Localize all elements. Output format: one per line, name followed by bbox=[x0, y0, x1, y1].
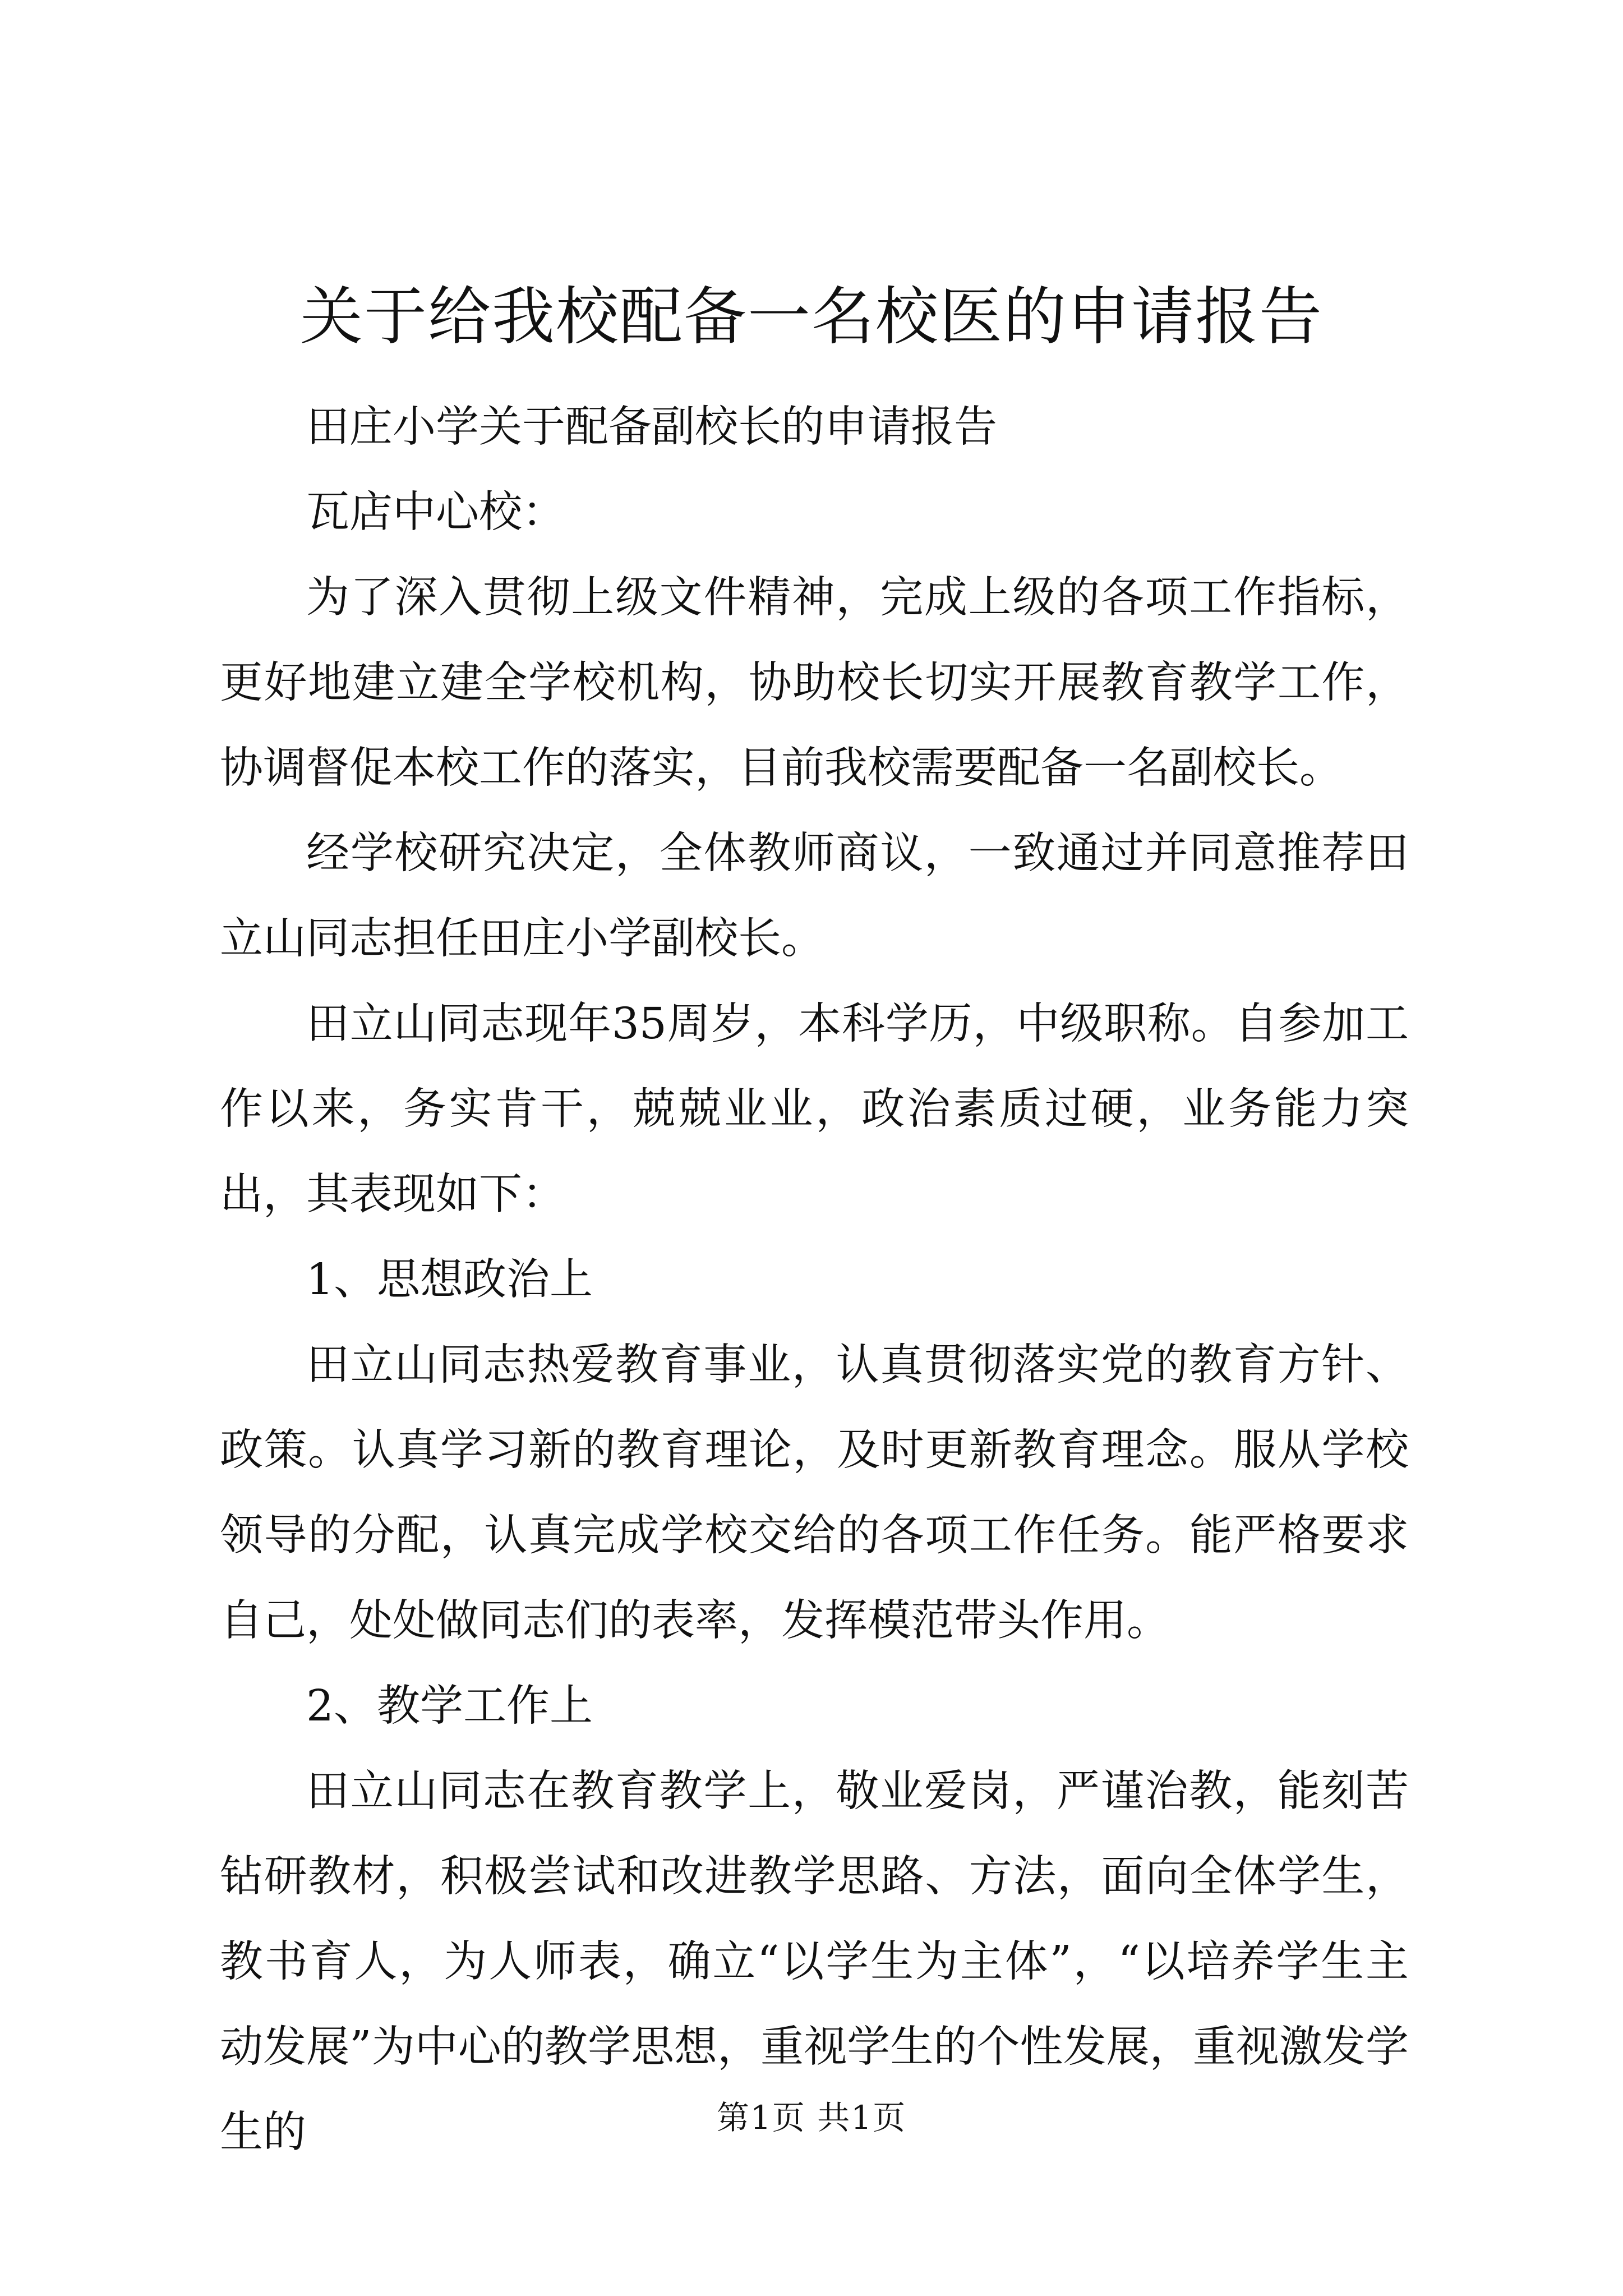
document-body bbox=[220, 385, 1409, 2175]
paragraph-salutation: 瓦店中心校： bbox=[306, 487, 565, 537]
paragraph-political: 田立山同志热爱教育事业，认真贯彻落实党的教育方针、政策。认真学习新的教育理论，及时更新教育理念。服从学校领导的分配，认真完成学校交给的各项工作任务。能严格要求自己，处处做同志们的表率，发挥模范带头作用。 bbox=[220, 1340, 1409, 1646]
paragraph-purpose: 为了深入贯彻上级文件精神，完成上级的各项工作指标，更好地建立建全学校机构，协助校长切实开展教育教学工作，协调督促本校工作的落实，目前我校需要配备一名副校长。 bbox=[220, 573, 1409, 793]
section-heading-political: 1、思想政治上 bbox=[306, 1255, 593, 1305]
document-title: 关于给我校配备一名校医的申请报告 bbox=[300, 280, 1323, 353]
paragraph-teaching: 田立山同志在教育教学上，敬业爱岗，严谨治教，能刻苦钻研教材，积极尝试和改进教学思路、方法，面向全体学生，教书育人，为人师表，确立“以学生为主体”，“以培养学生主动发展”为中心的教学思想，重视学生的个性发展，重视激发学生的 bbox=[220, 1766, 1409, 2157]
section-heading-teaching: 2、教学工作上 bbox=[306, 1681, 593, 1731]
paragraph-profile: 田立山同志现年35周岁，本科学历，中级职称。自参加工作以来，务实肯干，兢兢业业，政治素质过硬，业务能力突出，其表现如下： bbox=[220, 999, 1409, 1220]
paragraph-subtitle: 田庄小学关于配备副校长的申请报告 bbox=[306, 402, 997, 452]
page-footer: 第1页 共1页 bbox=[716, 2099, 907, 2137]
paragraph-decision: 经学校研究决定，全体教师商议，一致通过并同意推荐田立山同志担任田庄小学副校长。 bbox=[220, 829, 1409, 964]
